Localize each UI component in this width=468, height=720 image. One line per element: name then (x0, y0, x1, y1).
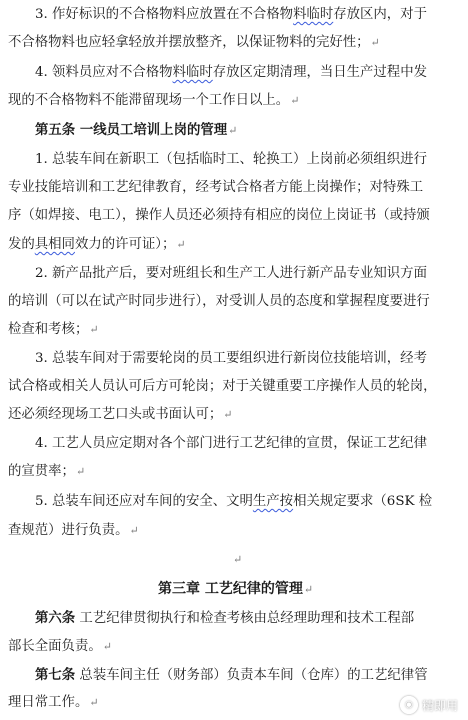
text-line (35, 265, 427, 283)
text-segment: 效力的许可证）； (74, 237, 176, 252)
text-segment: 第三章 工艺纪律的管理 (158, 581, 303, 597)
text-segment: 2. 新产品批产后，要对班组长和生产工人进行新产品专业知识方面 (35, 266, 427, 281)
text-line (8, 406, 232, 424)
text-segment: 部长全面负责。 (8, 639, 102, 654)
paragraph-mark: ↵ (89, 696, 99, 709)
text-line (35, 6, 427, 24)
text-line (8, 638, 112, 656)
text-segment: 检查和考核； (8, 322, 89, 337)
text-line (8, 92, 299, 110)
text-segment: 料临时 (172, 65, 213, 80)
text-segment: 的宣贯率； (8, 464, 75, 479)
wechat-icon: ◉ (400, 696, 418, 714)
text-line (35, 435, 427, 453)
text-segment: 相关规定要求（6SK 检 (293, 494, 433, 509)
text-segment: 工艺纪律贯彻执行和检查考核由总经理助理和技术工程部 (75, 611, 415, 626)
text-line (8, 378, 437, 396)
watermark-label: 精即用 (421, 698, 458, 713)
text-line (8, 179, 423, 197)
paragraph-mark: ↵ (303, 583, 314, 596)
paragraph-mark: ↵ (89, 323, 99, 336)
text-segment: 序（如焊接、电工），操作人员还必须持有相应的岗位上岗证书（或持颁 (8, 208, 430, 223)
paragraph-mark: ↵ (75, 465, 86, 478)
paragraph-mark: ↵ (228, 124, 238, 137)
text-line (35, 666, 428, 685)
text-line (158, 580, 313, 599)
text-segment: 1. 总装车间在新职工（包括临时工、轮换工）上岗前必须组织进行 (35, 152, 427, 167)
watermark (400, 696, 458, 714)
text-line (35, 121, 237, 140)
text-line (8, 293, 430, 311)
text-segment: 生产按 (252, 494, 294, 509)
paragraph-mark: ↵ (176, 238, 186, 251)
text-segment: 专业技能培训和工艺纪律教育，经考试合格者方能上岗操作；对特殊工 (8, 180, 424, 195)
text-line (35, 64, 427, 82)
text-segment: 不合格物料也应轻拿轻放并摆放整齐，以保证物料的完好性； (8, 35, 370, 50)
text-line (8, 34, 380, 52)
text-line (8, 694, 99, 712)
text-line (8, 522, 139, 540)
text-segment: 第五条 一线员工培训上岗的管理 (35, 122, 228, 138)
paragraph-mark: ↵ (290, 94, 300, 107)
paragraph-mark: ↵ (233, 553, 243, 566)
text-segment: 4. 工艺人员应定期对各个部门进行工艺纪律的宣贯，保证工艺纪律 (35, 436, 427, 451)
text-line (232, 551, 242, 569)
text-segment: 具相同 (34, 237, 75, 252)
paragraph-mark: ↵ (223, 408, 233, 421)
text-segment: 5. 总装车间还应对车间的安全、文明 (35, 494, 253, 509)
text-segment: 查规范）进行负责。 (8, 523, 129, 538)
text-segment: 4. 领料员应对不合格物 (35, 65, 173, 80)
text-segment: 存放区内，对于 (333, 7, 427, 22)
text-line (8, 463, 85, 481)
text-segment: 还必须经现场工艺口头或书面认可； (8, 407, 223, 422)
text-segment: 料临时 (293, 7, 334, 22)
text-segment: 3. 总装车间对于需要轮岗的员工要组织进行新岗位技能培训，经考 (35, 351, 427, 366)
paragraph-mark: ↵ (370, 36, 380, 49)
text-line (35, 350, 427, 368)
text-segment: 现的不合格物料不能滞留现场一个工作日以上。 (8, 93, 290, 108)
text-segment: 的培训（可以在试产时同步进行），对受训人员的态度和掌握程度要进行 (8, 294, 430, 309)
text-segment: 试合格或相关人员认可后方可轮岗；对于关键重要工序操作人员的轮岗， (8, 379, 437, 394)
text-line (35, 609, 414, 628)
text-line (8, 236, 186, 254)
text-line (35, 151, 427, 169)
text-segment: 总装车间主任（财务部）负责本车间（仓库）的工艺纪律管 (75, 668, 428, 683)
text-segment: 存放区定期清理，当日生产过程中发 (212, 65, 427, 80)
text-segment: 第六条 (35, 610, 76, 626)
paragraph-mark: ↵ (129, 524, 139, 537)
text-segment: 发的 (8, 237, 35, 252)
paragraph-mark: ↵ (102, 640, 112, 653)
text-line (35, 493, 432, 511)
text-segment: 理日常工作。 (8, 695, 89, 710)
text-line (8, 321, 99, 339)
text-segment: 3. 作好标识的不合格物料应放置在不合格物 (35, 7, 294, 22)
text-segment: 第七条 (35, 667, 76, 683)
text-line (8, 207, 430, 225)
